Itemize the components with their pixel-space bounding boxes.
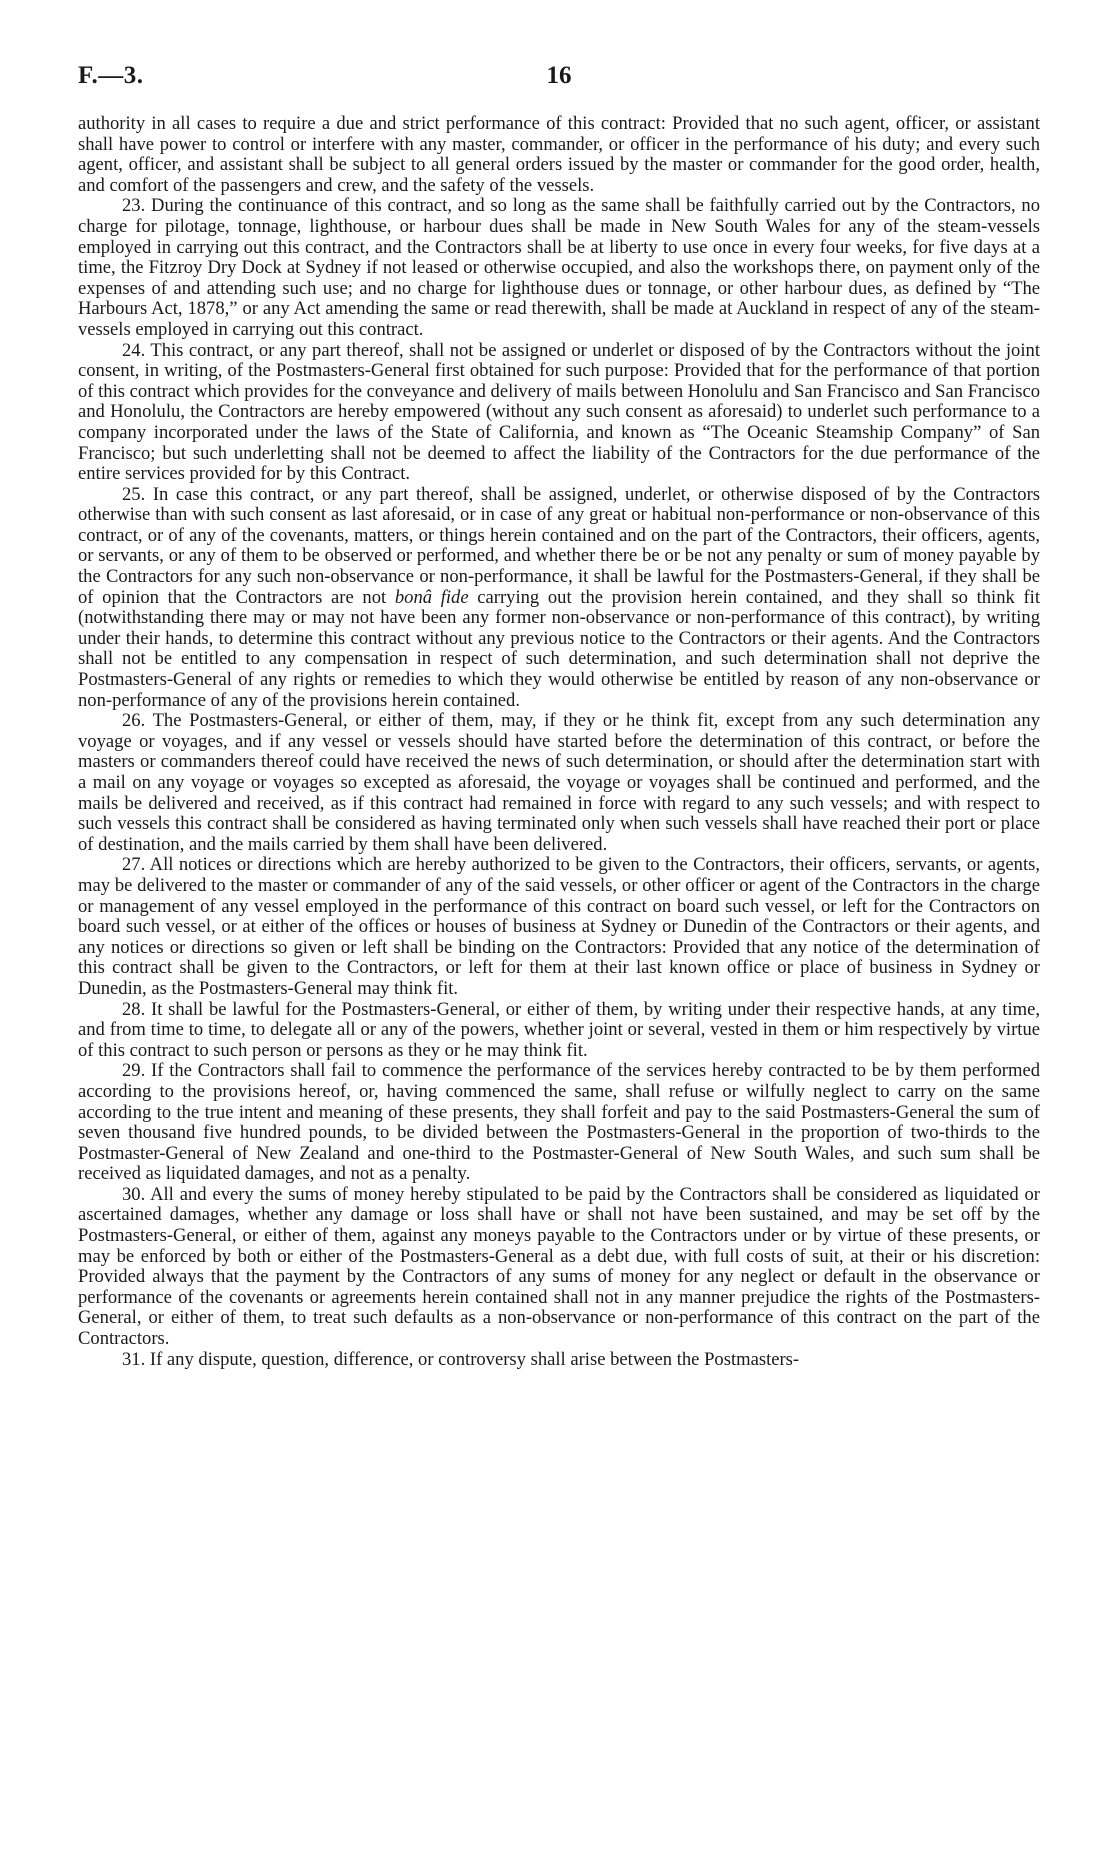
body-text [78,114,1040,1370]
clause-29: 29. If the Contractors shall fail to commence the performance of the services hereby contracted to be by them performed according to the provisions hereof, or, having commenced the same, shall refuse or wilfully neglect to carry on the same according to the true intent and meaning of these presents, they shall forfeit and pay to the said Postmasters-General the sum of seven thousand five hundred pounds, to be divided between the Postmasters-General in the proportion of two-thirds to the Postmaster-General of New Zealand and one-third to the Postmaster-General of New South Wales, and such sum shall be received as liquidated damages, and not as a penalty. [78,1060,1040,1185]
clause-25-italic-term: bonâ fide [394,586,469,608]
clause-25-text-after: carrying out the provision herein contained, and they shall so think fit (notwithstanding there may or may not have been any former non-observance or non-performance of this contract), by writing under their hands, to determine this contract without any previous notice to the Contractors or their agents. And the Contractors shall not be entitled to any compensation in respect of such determination, and such determination shall not deprive the Postmasters-General of any rights or remedies to which they would otherwise be entitled by reason of any non-observance or non-performance of any of the provisions herein contained. [78,586,1040,711]
clause-30: 30. All and every the sums of money hereby stipulated to be paid by the Contractors shall be considered as liquidated or ascertained damages, whether any damage or loss shall have or shall not have been sustained, and may be set off by the Postmasters-General, or either of them, against any moneys payable to the Contractors under or by virtue of these presents, or may be enforced by both or either of the Postmasters-General as a debt due, with full costs of suit, at their or his discretion: Provided always that the payment by the Contractors of any sums of money for any neglect or default in the observance or performance of the covenants or agreements herein contained shall not in any manner prejudice the rights of the Postmasters-General, or either of them, to treat such defaults as a non-observance or non-performance of this contract on the part of the Contractors. [78,1183,1040,1350]
clause-31: 31. If any dispute, question, difference, or controversy shall arise between the Postmasters- [122,1348,800,1370]
clause-26: 26. The Postmasters-General, or either of them, may, if they or he think fit, except from any such determination any voyage or voyages, and if any vessel or vessels should have started before the determination of this contract, or before the masters or commanders thereof could have received the news of such determination, or should after the determination start with a mail on any voyage or voyages so excepted as aforesaid, the voyage or voyages shall be continued and performed, and the mails be delivered and received, as if this contract had remained in force with regard to any such vessels; and with respect to such vessels this contract shall be considered as having terminated only when such vessels shall have reached their port or place of destination, and the mails carried by them shall have been delivered. [78,710,1040,855]
clause-28: 28. It shall be lawful for the Postmasters-General, or either of them, by writing under their respective hands, at any time, and from time to time, to delegate all or any of the powers, whether joint or several, vested in them or him respectively by virtue of this contract to such person or persons as they or he may think fit. [78,998,1040,1061]
clause-23: 23. During the continuance of this contract, and so long as the same shall be faithfully carried out by the Contractors, no charge for pilotage, tonnage, lighthouse, or harbour dues shall be made in New South Wales for any of the steam-vessels employed in carrying out this contract, and the Contractors shall be at liberty to use once in every four weeks, for five days at a time, the Fitzroy Dry Dock at Sydney if not leased or otherwise occupied, and also the workshops there, on payment only of the expenses of and attending such use; and no charge for lighthouse dues or tonnage, or other harbour dues, as defined by “The Harbours Act, 1878,” or any Act amending the same or read therewith, shall be made at Auckland in respect of any of the steam-vessels employed in carrying out this contract. [78,195,1040,340]
page-number: 16 [546,62,572,89]
clause-27: 27. All notices or directions which are hereby authorized to be given to the Contractors, their officers, servants, or agents, may be delivered to the master or commander of any of the said vessels, or other officer or agent of the Contractors in the charge or management of any vessel employed in the performance of this contract on board such vessel, or left for the Contractors on board such vessel, or at either of the offices or houses of business at Sydney or Dunedin of the Contractors or their agents, and any notices or directions so given or left shall be binding on the Contractors: Provided that any notice of the determination of this contract shall be given to the Contractors, or left for them at their last known office or place of business in Sydney or Dunedin, as the Postmasters-General may think fit. [78,854,1040,999]
document-reference: F.—3. [78,62,144,89]
clause-25 [78,485,1040,712]
clause-25-text-before: 25. In case this contract, or any part thereof, shall be assigned, underlet, or otherwise disposed of by the Contractors otherwise than with such consent as last aforesaid, or in case of any great or habitual non-performance or non-observance of this contract, or of any of the covenants, matters, or things herein contained and on the part of the Contractors, their officers, agents, or servants, or any of them to be observed or performed, and whether there be or be not any penalty or sum of money payable by the Contractors for any such non-observance or non-performance, it shall be lawful for the Postmasters-General, if they shall be of opinion that the Contractors are not [78,483,1040,608]
clause-24: 24. This contract, or any part thereof, shall not be assigned or underlet or disposed of by the Contractors without the joint consent, in writing, of the Postmasters-General first obtained for such purpose: Provided that for the performance of that portion of this contract which provides for the conveyance and delivery of mails between Honolulu and San Francisco and San Francisco and Honolulu, the Contractors are hereby empowered (without any such consent as aforesaid) to underlet such performance to a company incorporated under the laws of the State of California, and known as “The Oceanic Steamship Company” of San Francisco; but such underletting shall not be deemed to affect the liability of the Contractors for the due performance of the entire services provided for by this Contract. [78,339,1040,485]
paragraph-continuation: authority in all cases to require a due and strict performance of this contract: Provided that no such agent, officer, or assistant shall have power to control or interfere with any master, commander, or officer in the performance of his duty; and every such agent, officer, and assistant shall be subject to all general orders issued by the master or commander for the good order, health, and comfort of the passengers and crew, and the safety of the vessels. [78,113,1040,196]
page-header [78,62,1040,98]
